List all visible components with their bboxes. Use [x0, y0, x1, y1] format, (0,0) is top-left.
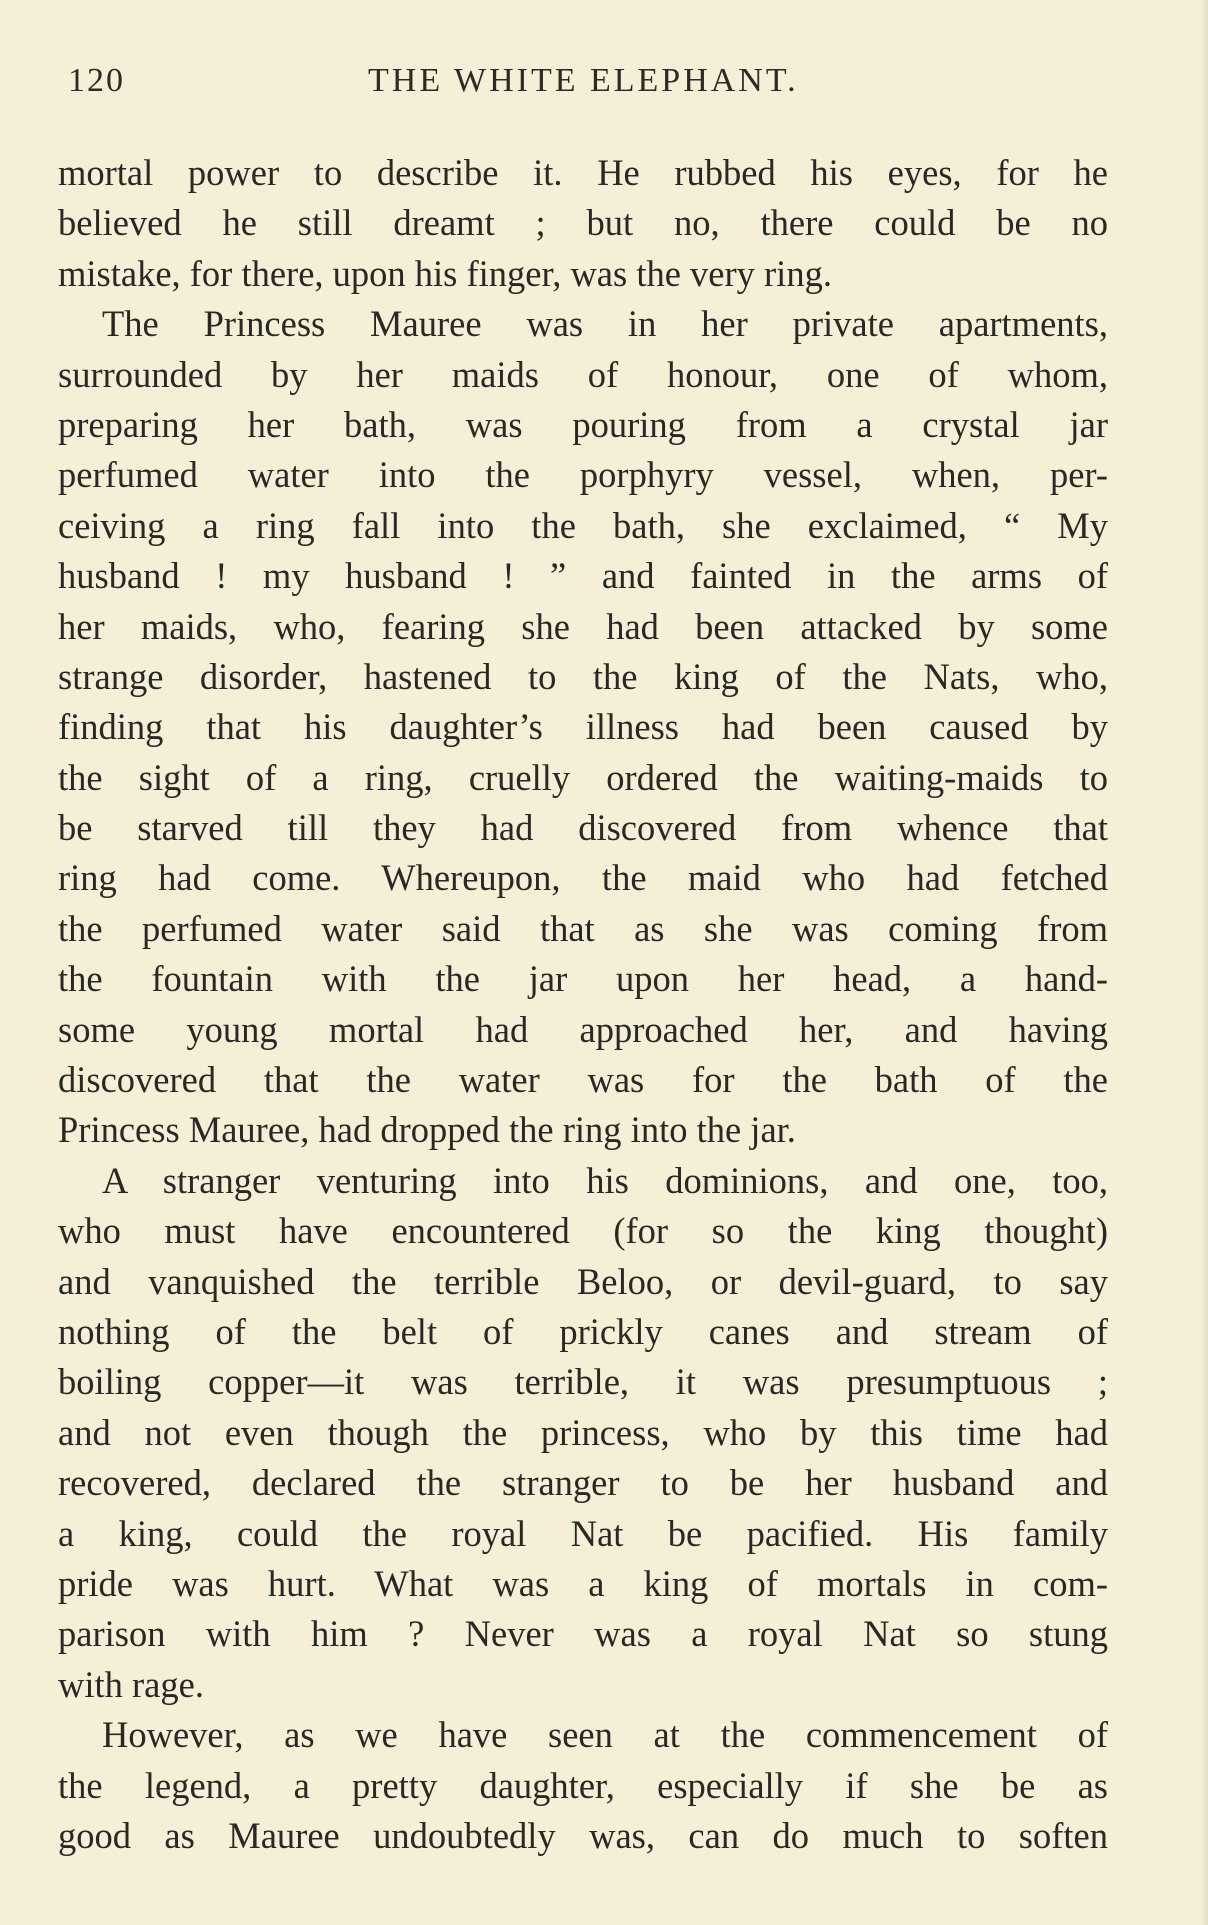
text-line: mortal power to describe it. He rubbed his eyes, for he — [58, 152, 1108, 193]
text-line: with rage. — [58, 1663, 204, 1705]
text-line: parison with him ? Never was a royal Nat so stung — [58, 1613, 1108, 1655]
text-line: who must have encountered (for so the king thought) — [58, 1210, 1108, 1252]
text-line: surrounded by her maids of honour, one of whom, — [58, 353, 1108, 395]
text-line: mistake, for there, upon his finger, was the very ring. — [58, 252, 832, 294]
text-line: discovered that the water was for the bath of the — [58, 1059, 1108, 1101]
text-line: her maids, who, fearing she had been attacked by some — [58, 605, 1108, 647]
text-line: ring had come. Whereupon, the maid who had fetched — [58, 857, 1108, 899]
text-line: perfumed water into the porphyry vessel, when, per- — [58, 454, 1108, 496]
text-line: good as Mauree undoubtedly was, can do much to soften — [58, 1814, 1108, 1856]
text-line: boiling copper—it was terrible, it was presumptuous ; — [58, 1361, 1108, 1403]
text-line: ceiving a ring fall into the bath, she exclaimed, “ My — [58, 504, 1108, 546]
text-line: husband ! my husband ! ” and fainted in the arms of — [58, 555, 1108, 597]
text-line: and vanquished the terrible Beloo, or devil-guard, to say — [58, 1260, 1108, 1302]
paragraph-start-line: A stranger venturing into his dominions, and one, too, — [102, 1159, 1108, 1201]
body-text — [58, 148, 1108, 1861]
text-line: the fountain with the jar upon her head, a hand- — [58, 958, 1108, 1000]
text-line: believed he still dreamt ; but no, there could be no — [58, 202, 1108, 244]
paragraph-start-line: The Princess Mauree was in her private apartments, — [102, 303, 1108, 345]
text-line: be starved till they had discovered from whence that — [58, 807, 1108, 849]
text-line: the legend, a pretty daughter, especially if she be as — [58, 1764, 1108, 1806]
text-line: finding that his daughter’s illness had been caused by — [58, 706, 1108, 748]
text-line: strange disorder, hastened to the king of the Nats, who, — [58, 655, 1108, 697]
text-line: preparing her bath, was pouring from a crystal jar — [58, 403, 1108, 445]
paragraph-start-line: However, as we have seen at the commencement of — [102, 1714, 1108, 1756]
text-line: some young mortal had approached her, and having — [58, 1008, 1108, 1050]
text-line: a king, could the royal Nat be pacified. His family — [58, 1512, 1108, 1554]
text-line: pride was hurt. What was a king of mortals in com- — [58, 1562, 1108, 1604]
running-head — [68, 62, 1098, 112]
text-line: Princess Mauree, had dropped the ring into the jar. — [58, 1109, 796, 1151]
text-line: nothing of the belt of prickly canes and stream of — [58, 1310, 1108, 1352]
page-number: 120 — [68, 62, 125, 99]
text-line: and not even though the princess, who by this time had — [58, 1411, 1108, 1453]
text-line: the perfumed water said that as she was coming from — [58, 907, 1108, 949]
text-line: recovered, declared the stranger to be her husband and — [58, 1462, 1108, 1504]
text-line: the sight of a ring, cruelly ordered the waiting-maids to — [58, 756, 1108, 798]
running-title: THE WHITE ELEPHANT. — [368, 62, 799, 99]
